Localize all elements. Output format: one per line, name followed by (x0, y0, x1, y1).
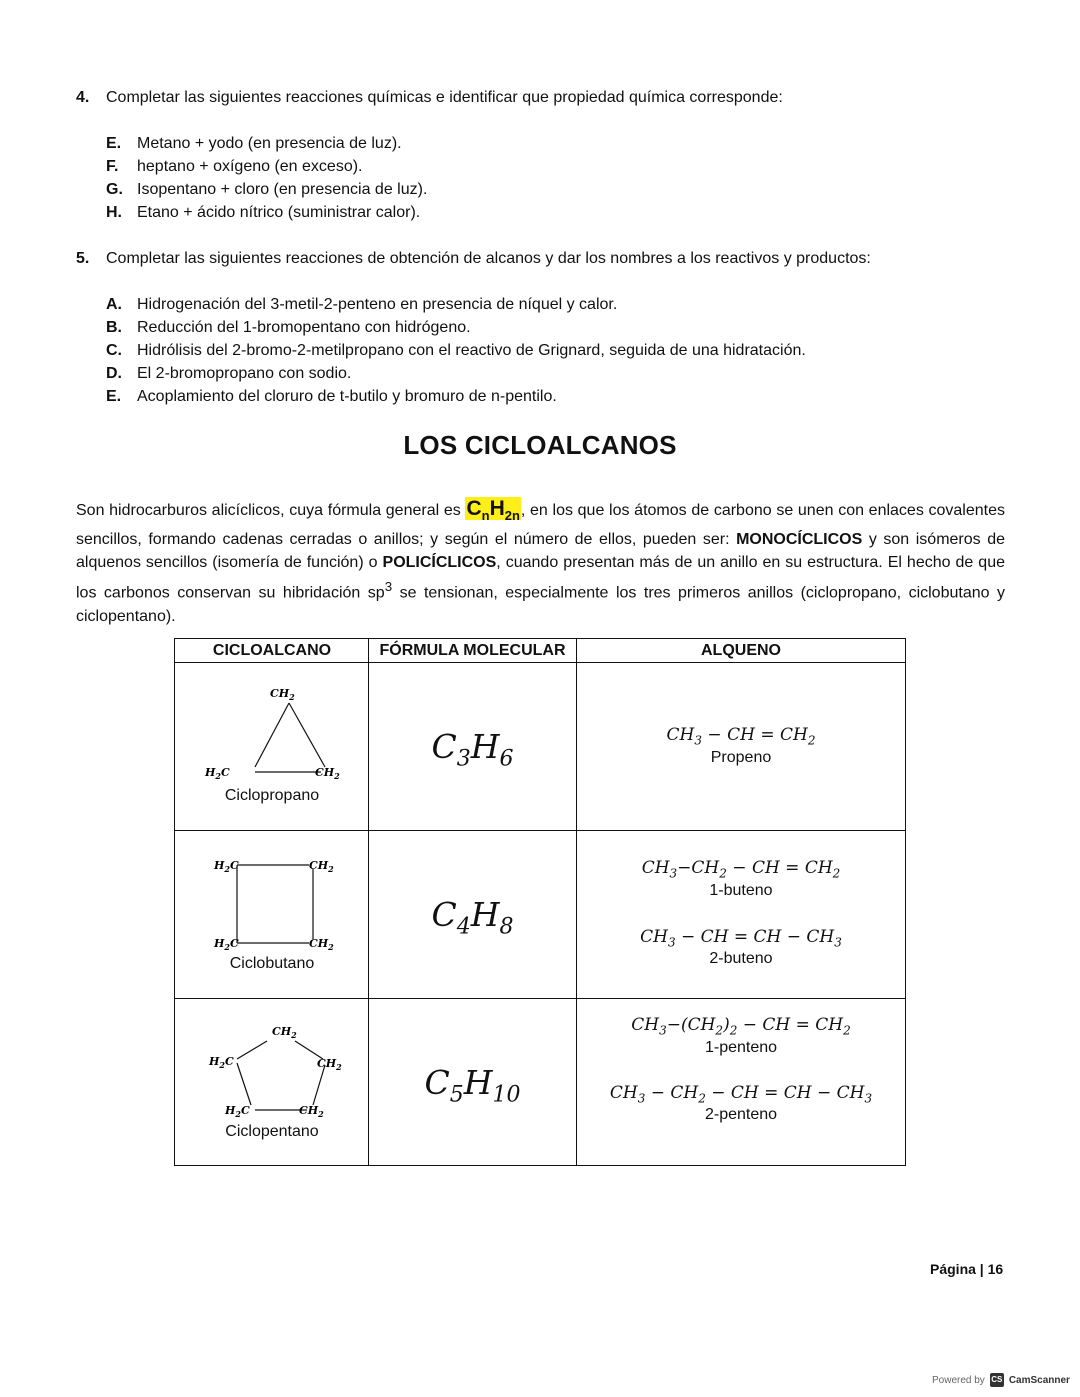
powered-by-badge (932, 1373, 1070, 1387)
list-item: E. Metano + yodo (en presencia de luz). (106, 135, 402, 152)
list-item: D. El 2-bromopropano con sodio. (106, 365, 352, 382)
table-divider (175, 830, 905, 831)
cycloalkane-name: Ciclopentano (225, 1123, 319, 1140)
camscanner-brand: CamScanner (1008, 1374, 1070, 1386)
group-label: $H_2C$ (214, 937, 239, 952)
molecular-formula: $C_4H_8$ (431, 895, 514, 940)
question-4 (76, 86, 1016, 109)
alkene-name: 2-buteno (709, 950, 773, 967)
list-item: E. Acoplamiento del cloruro de t-butilo y bromuro de n-pentilo. (106, 388, 557, 405)
cycloalkane-table (174, 638, 906, 1166)
cyclopentane-structure (195, 1021, 355, 1121)
question-number: 5. (76, 250, 90, 267)
header-cicloalcano: CICLOALCANO (212, 642, 332, 659)
group-label: $CH_2$ (317, 1057, 342, 1072)
alkene-name: Propeno (710, 749, 772, 766)
group-label: $H_2C$ (205, 766, 230, 781)
group-label: $CH_2$ (309, 937, 334, 952)
list-item: B. Reducción del 1-bromopentano con hidrógeno. (106, 319, 471, 336)
list-item: F. heptano + oxígeno (en exceso). (106, 158, 363, 175)
cyclopropane-structure (195, 683, 355, 787)
group-label: $CH_2$ (299, 1104, 324, 1119)
list-item: G. Isopentano + cloro (en presencia de luz). (106, 181, 428, 198)
question-text: Completar las siguientes reacciones de obtención de alcanos y dar los nombres a los reactivos y productos: (106, 250, 871, 267)
alkene-formula: $CH_3 - CH_2$ − CH = CH − $CH_3$ (609, 1083, 873, 1106)
alkene-name: 2-penteno (704, 1106, 778, 1123)
question-text: Completar las siguientes reacciones químicas e identificar que propiedad química corresponde: (106, 89, 783, 106)
cycloalkane-name: Ciclopropano (224, 787, 320, 804)
question-number: 4. (76, 89, 90, 106)
intro-paragraph: Son hidrocarburos alicíclicos, cuya fórmula general es $C_nH_{2n}$, en los que los átomos de carbono se unen con enlaces covalentes sencillos, formando cadenas cerradas o anillos; y según el número de ellos, pueden ser: MONOCÍCLICOS y son isómeros de alquenos sencillos (isomería de función) o POLICÍCLICOS, cuando presentan más de un anillo en su estructura. El hecho de que los carbonos conservan su hibridación $sp^3$ se tensionan, especialmente los tres primeros anillos (ciclopropano, ciclobutano y ciclopentano). (76, 497, 1006, 625)
group-label: $H_2C$ (214, 859, 239, 874)
molecular-formula: $C_5H_{10}$ (424, 1063, 521, 1108)
group-label: $CH_2$ (270, 687, 295, 702)
group-label: $H_2C$ (225, 1104, 250, 1119)
alkene-name: 1-buteno (709, 882, 773, 899)
camscanner-icon: CS (990, 1373, 1004, 1387)
alkene-formula: $CH_3-CH_2$ − CH = $CH_2$ (641, 858, 841, 881)
cyclobutane-structure (195, 853, 355, 953)
cycloalkane-name: Ciclobutano (229, 955, 315, 972)
question-5 (76, 247, 1016, 270)
list-item: H. Etano + ácido nítrico (suministrar calor). (106, 204, 421, 221)
question-5-items (106, 293, 1006, 408)
general-formula-highlight: $C_nH_{2n}$ (466, 497, 520, 524)
list-item: A. Hidrogenación del 3-metil-2-penteno en presencia de níquel y calor. (106, 296, 618, 313)
alkene-name: 1-penteno (704, 1039, 778, 1056)
group-label: $CH_2$ (272, 1025, 297, 1040)
group-label: $CH_2$ (309, 859, 334, 874)
alkene-formula: $CH_3$ − CH = CH − $CH_3$ (640, 927, 842, 950)
powered-by-text: Powered by (932, 1374, 985, 1386)
group-label: $CH_2$ (315, 766, 340, 781)
question-4-items (106, 132, 1006, 224)
alkene-formula: $CH_3$ − CH = $CH_2$ (666, 725, 816, 748)
header-formula: FÓRMULA MOLECULAR (379, 642, 566, 659)
page-number: Página | 16 (930, 1261, 1004, 1277)
molecular-formula: $C_3H_6$ (431, 727, 514, 772)
group-label: $H_2C$ (209, 1055, 234, 1070)
table-divider (175, 998, 905, 999)
section-title: LOS CICLOALCANOS (403, 430, 677, 460)
alkene-formula: $CH_3-(CH_2)_2$ − CH = $CH_2$ (631, 1015, 851, 1038)
list-item: C. Hidrólisis del 2-bromo-2-metilpropano con el reactivo de Grignard, seguida de una hidratación. (106, 342, 806, 359)
header-alqueno: ALQUENO (701, 642, 781, 659)
